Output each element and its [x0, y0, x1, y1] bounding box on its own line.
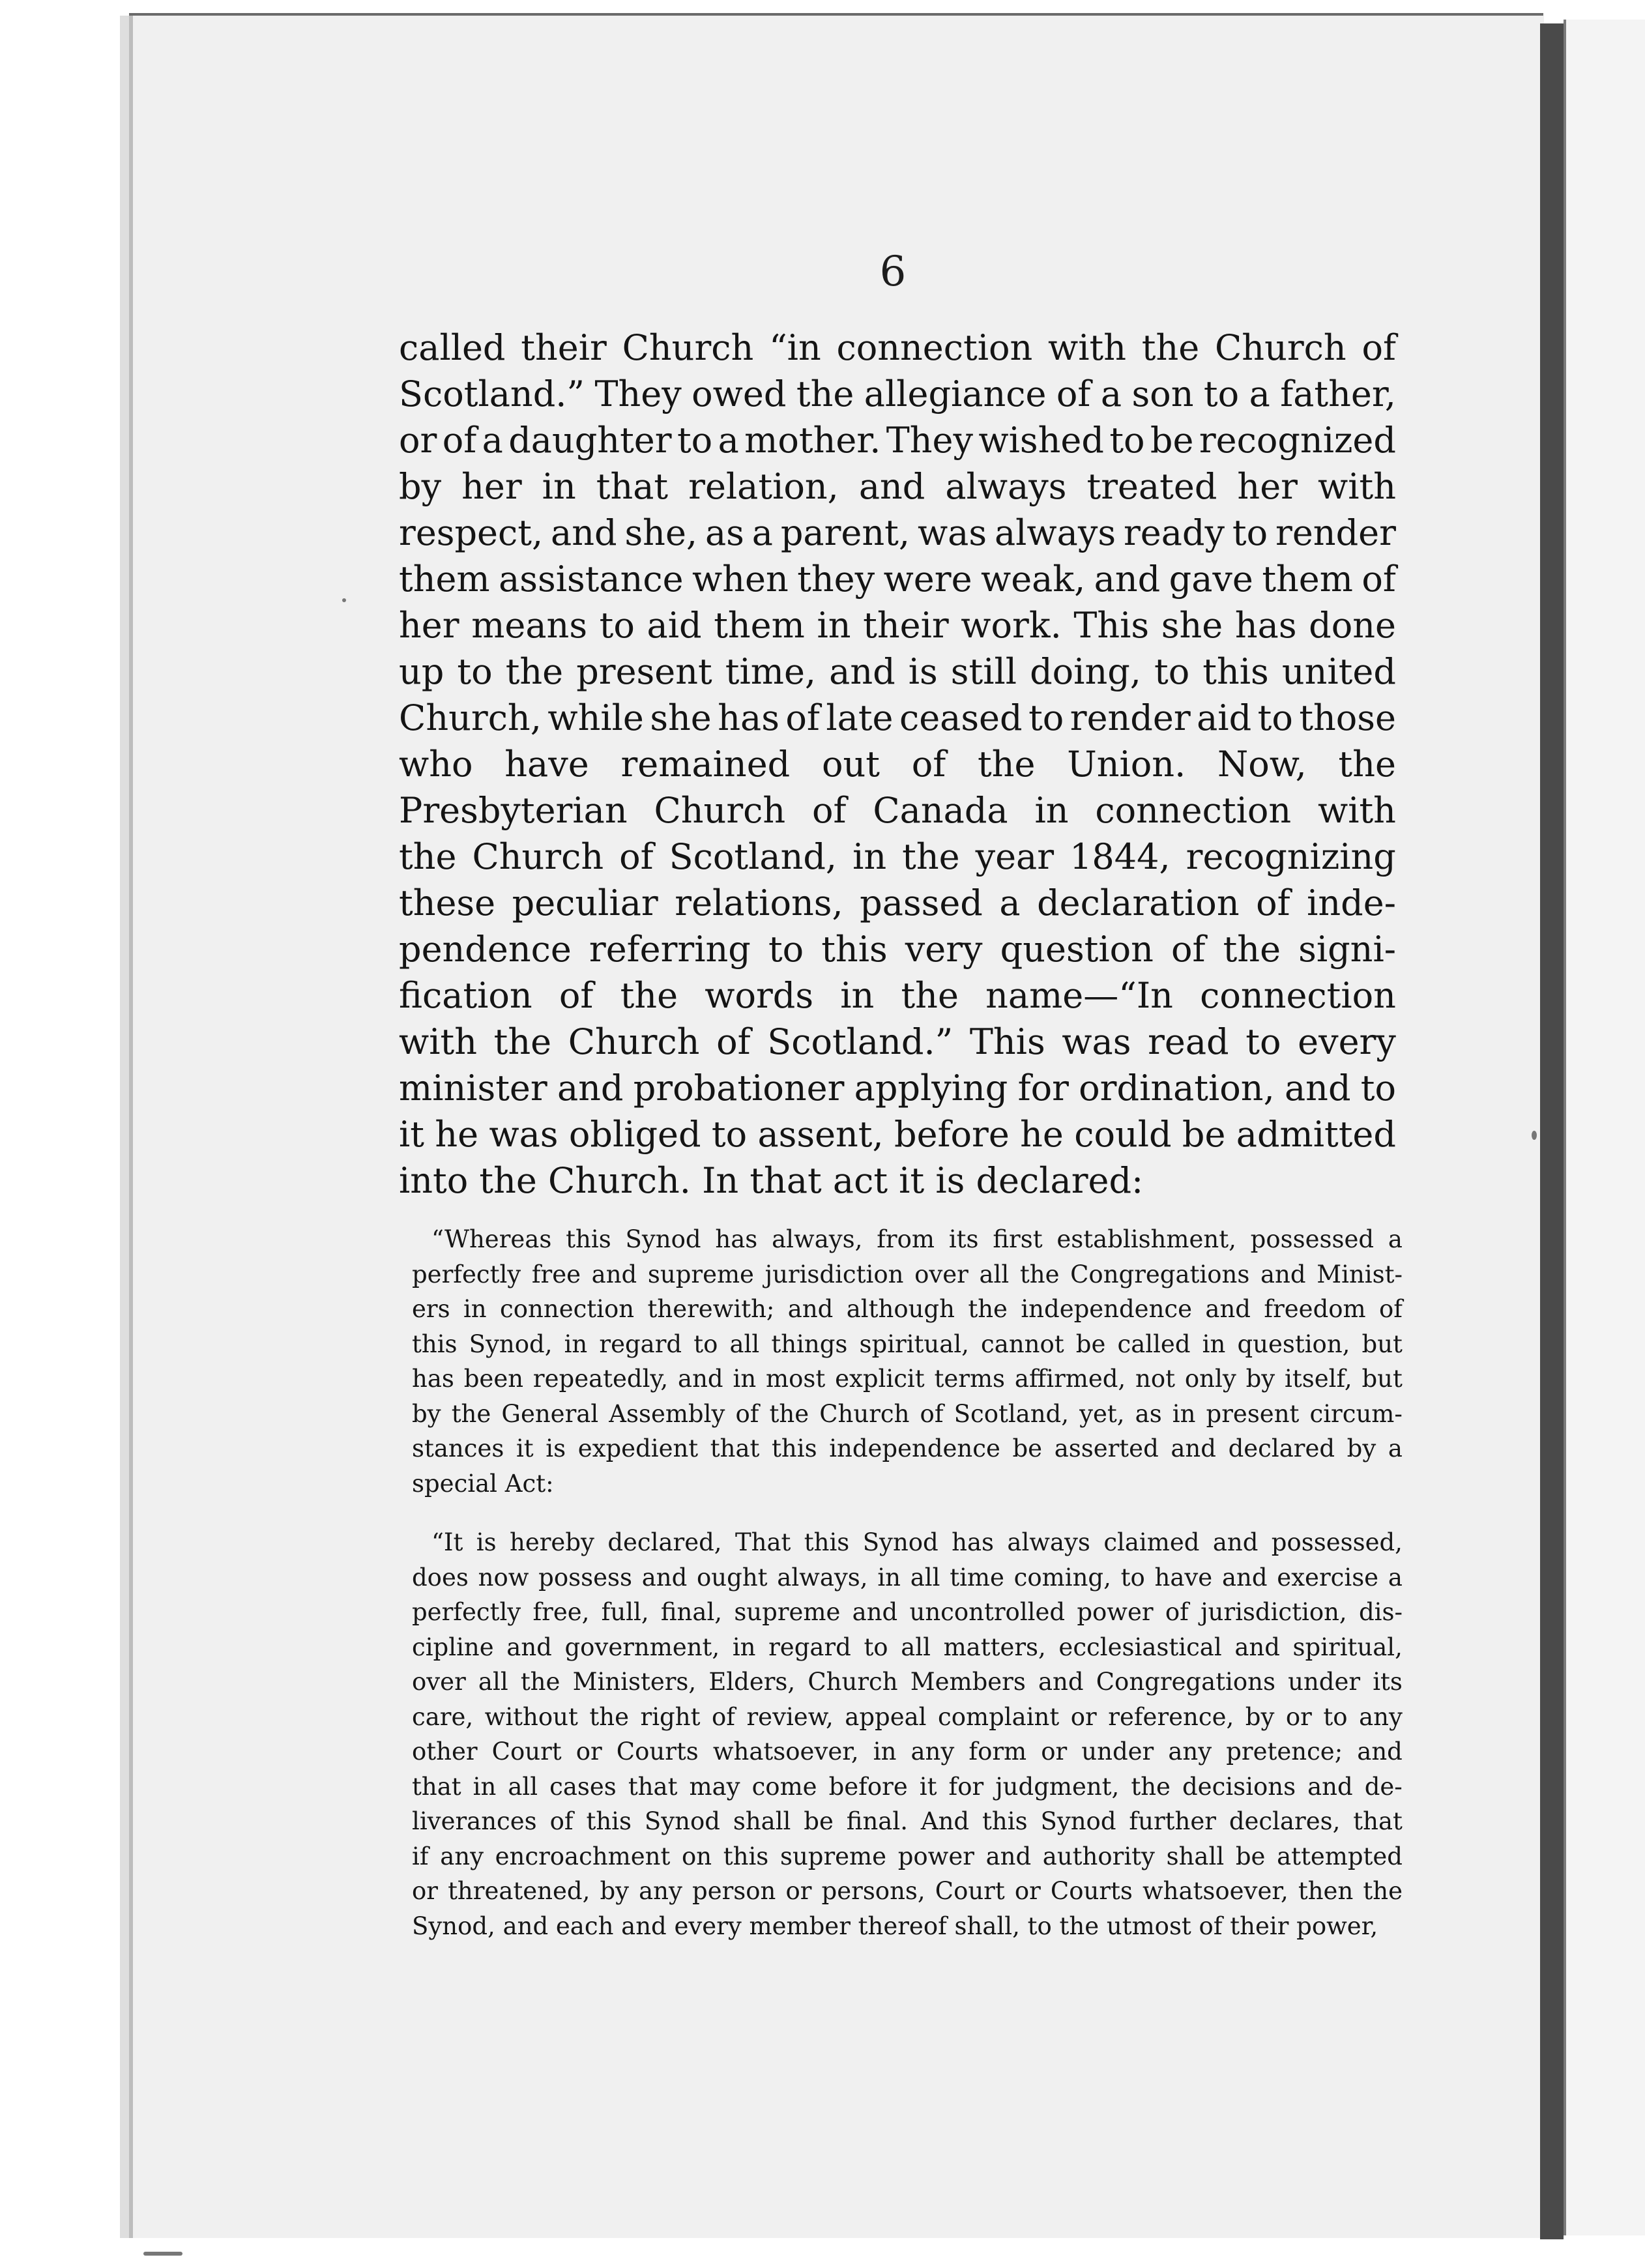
- text-line: special Act:: [412, 1469, 554, 1498]
- text-line: with the Church of Scotland.” This was read to every: [399, 1021, 1396, 1062]
- text-line: respect, and she, as a parent, was always ready to render: [399, 512, 1396, 553]
- facing-page-edge: [1564, 20, 1645, 2235]
- quoted-act-paragraph-1: [412, 1222, 1403, 1501]
- text-line: pendence referring to this very question of the signi-: [399, 929, 1396, 970]
- text-line: by the General Assembly of the Church of Scotland, yet, as in present circum-: [412, 1399, 1403, 1428]
- text-line: them assistance when they were weak, and gave them of: [399, 559, 1396, 600]
- text-line: does now possess and ought always, in all time coming, to have and exercise a: [412, 1563, 1403, 1592]
- quoted-act-paragraph-2: [412, 1525, 1403, 1943]
- text-line: her means to aid them in their work. This she has done: [399, 605, 1396, 646]
- text-line: these peculiar relations, passed a declaration of inde-: [399, 882, 1396, 923]
- text-line: who have remained out of the Union. Now, the: [399, 744, 1396, 785]
- text-line: or threatened, by any person or persons, Court or Courts whatsoever, then the: [412, 1877, 1403, 1905]
- text-line: fication of the words in the name—“In connection: [399, 975, 1396, 1016]
- text-line: care, without the right of review, appeal complaint or reference, by or to any: [412, 1702, 1403, 1731]
- scan-speck: [143, 2252, 182, 2256]
- text-line: perfectly free and supreme jurisdiction over all the Congregations and Minist-: [412, 1260, 1403, 1288]
- text-line: ers in connection therewith; and although the independence and freedom of: [412, 1295, 1403, 1323]
- text-line: that in all cases that may come before it for judgment, the decisions and de-: [412, 1772, 1403, 1801]
- text-line: minister and probationer applying for ordination, and to: [399, 1068, 1396, 1109]
- body-paragraph: [399, 325, 1396, 1204]
- text-line: into the Church. In that act it is declared:: [399, 1160, 1144, 1201]
- scan-speck: [342, 598, 346, 602]
- text-line: cipline and government, in regard to all matters, ecclesiastical and spiritual,: [412, 1633, 1403, 1661]
- text-line: this Synod, in regard to all things spiritual, cannot be called in question, but: [412, 1330, 1403, 1358]
- text-line: Scotland.” They owed the allegiance of a son to a father,: [399, 373, 1396, 414]
- book-spine: [1540, 23, 1564, 2239]
- text-line: if any encroachment on this supreme power and authority shall be attempted: [412, 1842, 1403, 1870]
- text-line: “Whereas this Synod has always, from its first establishment, possessed a: [431, 1225, 1403, 1253]
- text-line: it he was obliged to assent, before he could be admitted: [399, 1114, 1396, 1155]
- text-line: liverances of this Synod shall be final. And this Synod further declares, that: [412, 1807, 1403, 1835]
- text-line: the Church of Scotland, in the year 1844, recognizing: [399, 836, 1396, 877]
- text-line: by her in that relation, and always treated her with: [399, 466, 1396, 507]
- text-line: over all the Ministers, Elders, Church Members and Congregations under its: [412, 1668, 1403, 1696]
- text-line: Presbyterian Church of Canada in connection with: [399, 790, 1396, 831]
- text-line: perfectly free, full, final, supreme and uncontrolled power of jurisdiction, dis-: [412, 1598, 1403, 1626]
- text-line: Church, while she has of late ceased to render aid to those: [399, 697, 1396, 738]
- text-line: stances it is expedient that this independence be asserted and declared by a: [412, 1434, 1403, 1462]
- text-line: other Court or Courts whatsoever, in any form or under any pretence; and: [412, 1737, 1403, 1766]
- text-line: called their Church “in connection with the Church of: [399, 327, 1396, 368]
- scan-speck: [1532, 1131, 1537, 1140]
- text-line: up to the present time, and is still doing, to this united: [399, 651, 1396, 692]
- text-line: or of a daughter to a mother. They wished to be recognized: [399, 420, 1396, 461]
- page-number: 6: [879, 248, 907, 296]
- text-line: “It is hereby declared, That this Synod has always claimed and possessed,: [431, 1528, 1403, 1556]
- text-line: Synod, and each and every member thereof shall, to the utmost of their power,: [412, 1912, 1378, 1940]
- text-line: has been repeatedly, and in most explicit terms affirmed, not only by itself, but: [412, 1365, 1403, 1393]
